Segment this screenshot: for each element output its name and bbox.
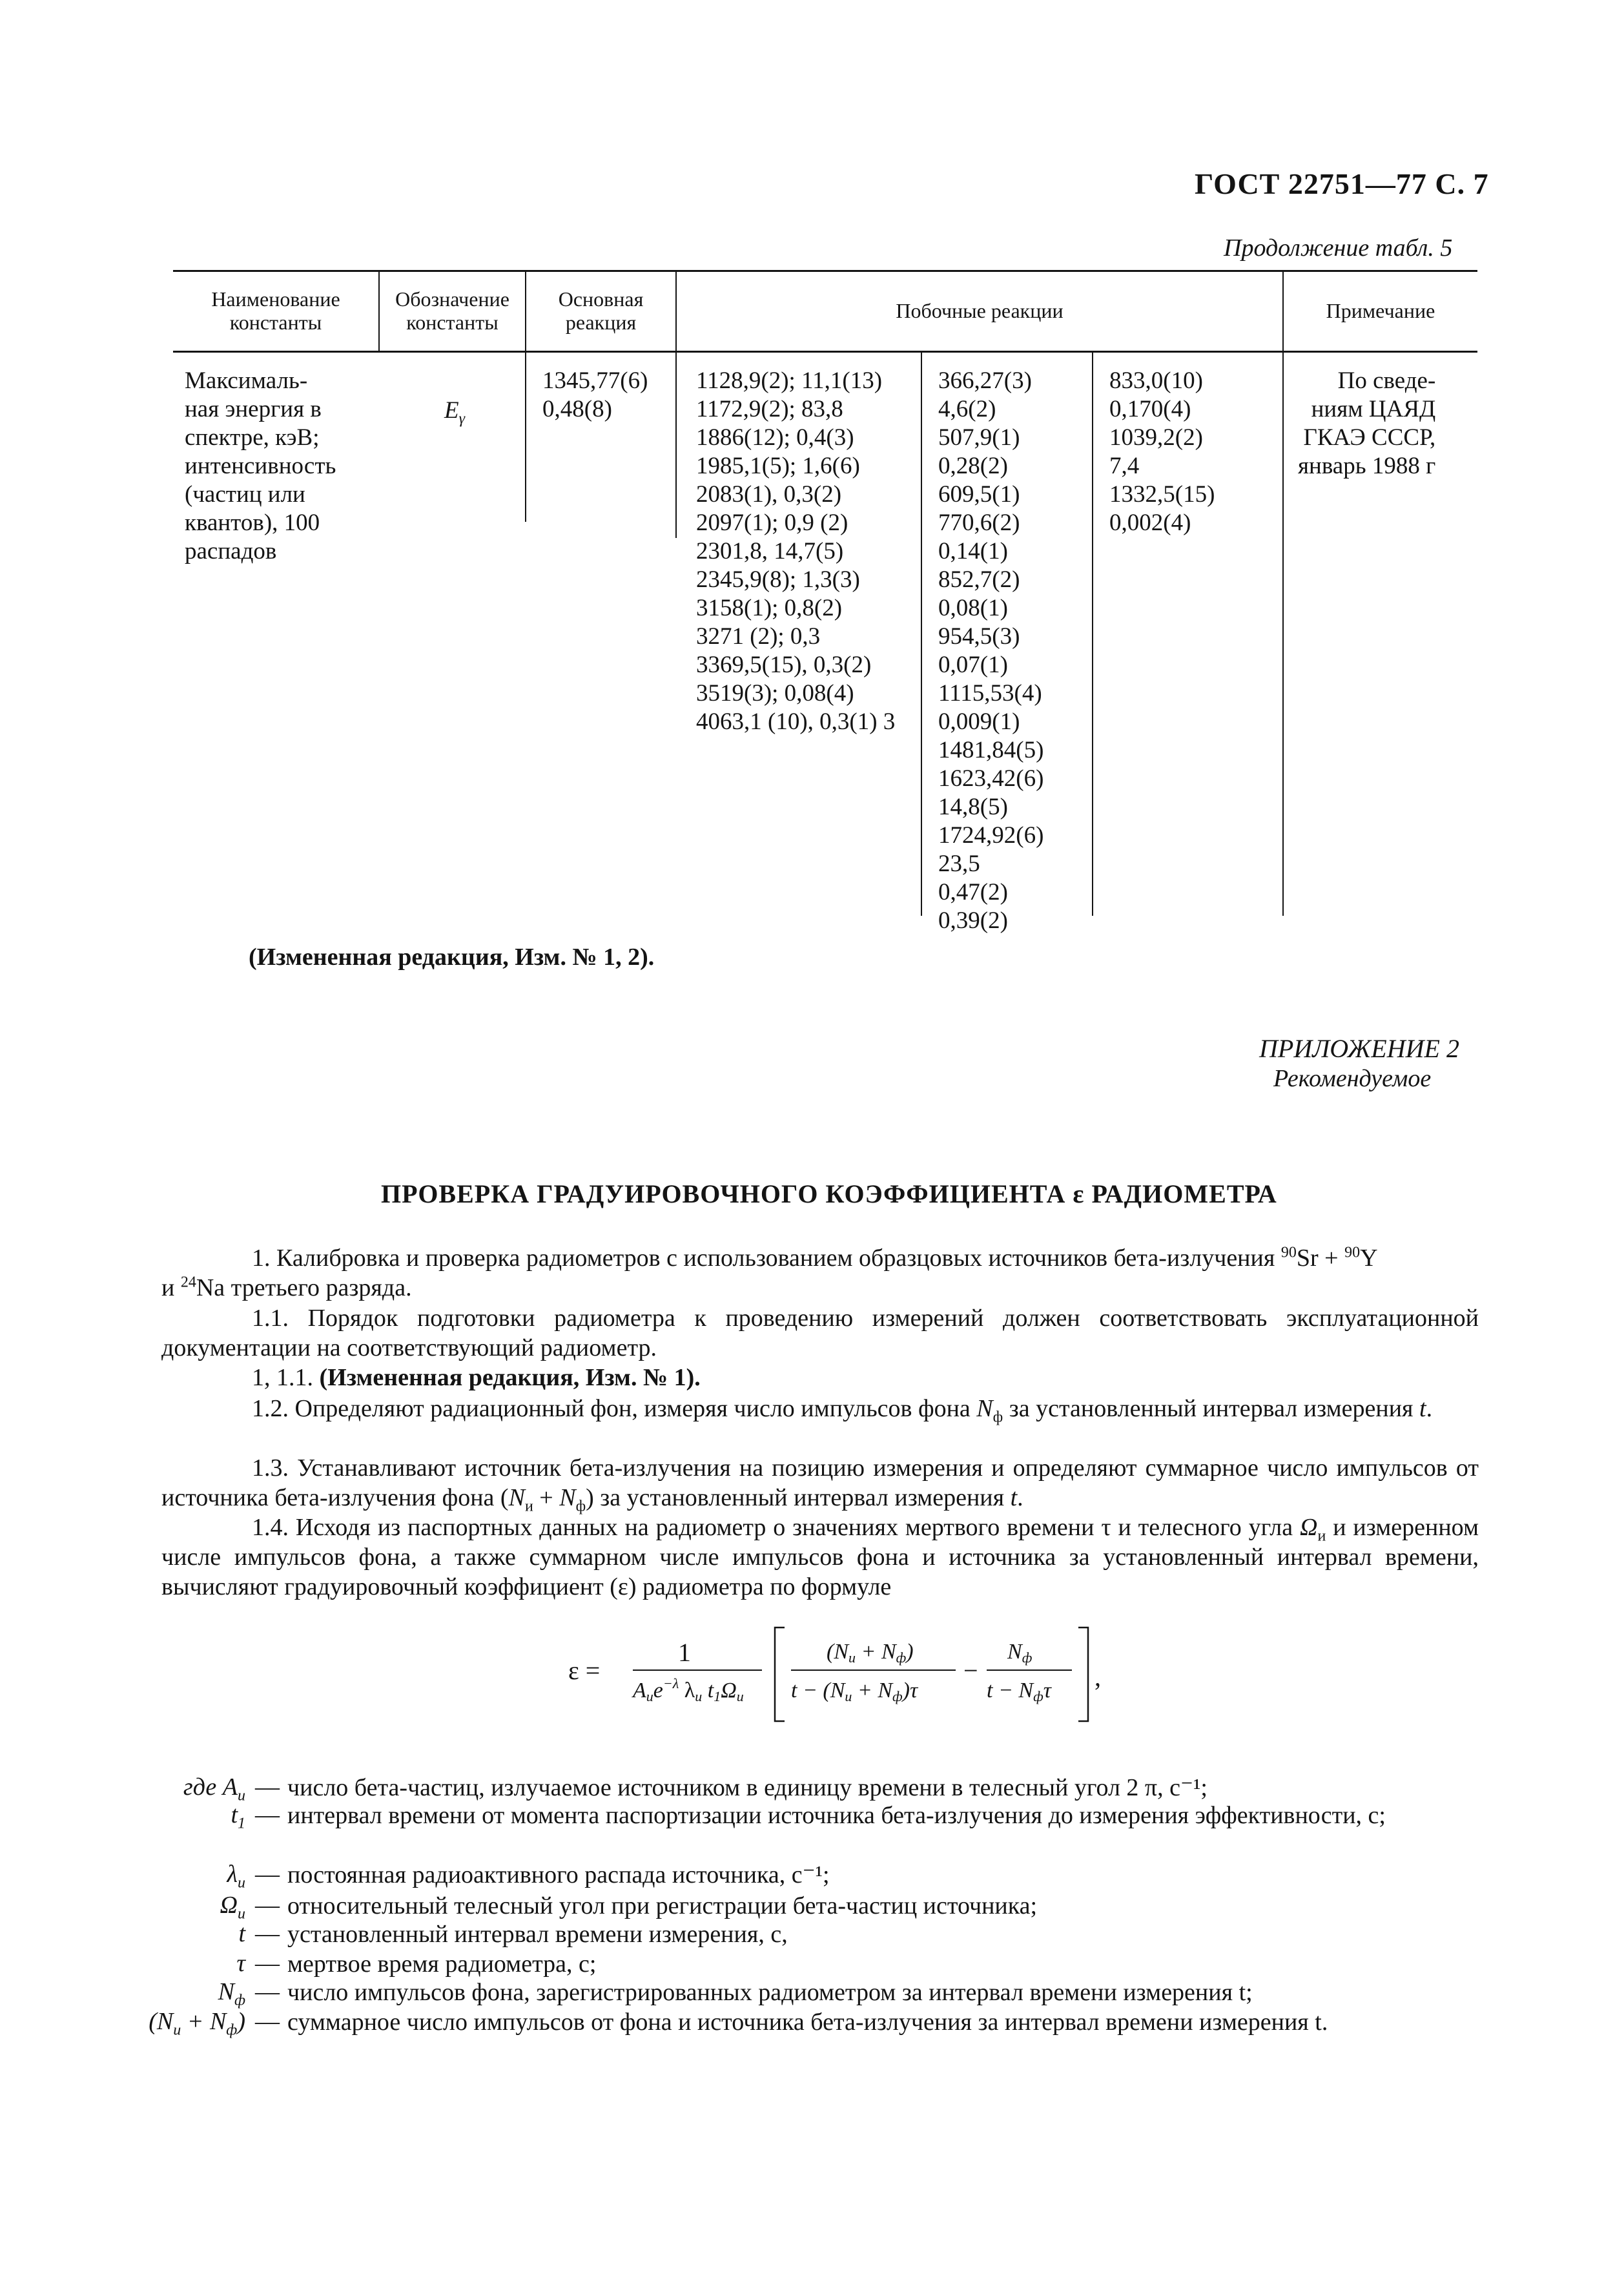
definition-symbol (110, 1773, 245, 1804)
formula-minus: − (963, 1656, 978, 1685)
header-main-line2: реакция (565, 310, 637, 334)
y-mass: 90 (1344, 1244, 1361, 1261)
p1-text: 1. Калибровка и проверка радиометров с использованием образцовых источников бета-излучения (252, 1245, 1281, 1272)
header-designation-line2: константы (406, 310, 499, 334)
definition-symbol-main: N (218, 1978, 234, 2005)
definition-text: мертвое время радиометра, с; (287, 1950, 597, 1978)
p12-text-a: 1.2. Определяют радиационный фон, измеряя число импульсов фона (252, 1395, 977, 1422)
paragraph-1-4 (161, 1513, 1479, 1602)
definition-dash: — (255, 2008, 280, 2035)
nf-symbol: N (976, 1395, 993, 1422)
formula-left-bracket (775, 1628, 785, 1721)
column-divider (525, 351, 526, 522)
formula-epsilon: ε = (568, 1656, 601, 1685)
section-heading: ПРОВЕРКА ГРАДУИРОВОЧНОГО КОЭФФИЦИЕНТА ε РАДИОМЕТРА (381, 1179, 1277, 1208)
plus: + (533, 1484, 560, 1511)
definition-symbol (123, 1801, 245, 1832)
column-divider (1092, 351, 1093, 916)
header-designation-line1: Обозначение (395, 287, 509, 311)
definition-symbol-main: t (238, 1920, 245, 1947)
formula-num2: Nф (1007, 1640, 1033, 1666)
p12-end: . (1426, 1395, 1433, 1422)
header-side-reactions: Побочные реакции (896, 298, 1064, 322)
formula-right-bracket (1078, 1628, 1088, 1721)
p13-text-b: ) за установленный интервал измерения (586, 1484, 1011, 1511)
definition-symbol-main: Ω (220, 1892, 238, 1919)
p-edit-text: (Измененная редакция, Изм. № 1). (319, 1364, 701, 1391)
omega-sub: и (1317, 1527, 1326, 1545)
definition-text: интервал времени от момента паспортизации источника бета-излучения до измерения эффективности, с; (287, 1802, 1386, 1829)
definition-symbol-main: где A (183, 1773, 238, 1801)
definition-text: относительный телесный угол при регистрации бета-частиц источника; (287, 1892, 1038, 1919)
definition-dash: — (255, 1978, 280, 2005)
na-mass: 24 (180, 1274, 196, 1291)
definition-symbol-sub: ф (234, 1992, 245, 2009)
definition-text: установленный интервал времени измерения, с, (287, 1921, 788, 1948)
t-symbol: t (1010, 1484, 1018, 1511)
header-main-reaction (526, 270, 675, 351)
nf-symbol: N (559, 1484, 576, 1511)
formula-den2: t − Nфτ (987, 1679, 1051, 1704)
ni-sub: и (524, 1498, 533, 1515)
definition-symbol-sub: и (238, 1787, 245, 1804)
t-symbol: t (1419, 1395, 1426, 1422)
definition-text: постоянная радиоактивного распада источника, c⁻¹; (287, 1861, 830, 1888)
definition-text: число импульсов фона, зарегистрированных радиометром за интервал времени измерения t; (287, 1979, 1253, 2006)
appendix-subtitle: Рекомендуемое (1273, 1065, 1432, 1092)
p-edit-num: 1, 1.1. (252, 1364, 320, 1391)
definition-dash: — (255, 1950, 280, 1977)
designation-symbol: E (444, 397, 459, 424)
definition-symbol (116, 2007, 245, 2039)
definition-symbol (123, 1949, 245, 1978)
p1-end: Na третьего разряда. (196, 1274, 412, 1301)
edition-note: (Измененная редакция, Изм. № 1, 2). (249, 944, 655, 971)
table-header-rule (173, 351, 1477, 353)
header-name-line1: Наименование (211, 287, 340, 311)
column-divider (675, 351, 677, 538)
p13-end: . (1017, 1484, 1023, 1511)
cell-side-reactions-2: 366,27(3) 4,6(2) 507,9(1) 0,28(2) 609,5(1) 770,6(2) 0,14(1) 852,7(2) 0,08(1) 954,5(3) 0,07(1) 1115,53(4) 0,009(1) 1481,84(5) 1623,42(6) 14,8(5) 1724,92(6) 23,5 0,47(2) 0,39(2) (938, 367, 1044, 934)
omega-symbol: Ω (1300, 1514, 1318, 1541)
definition-symbol-sub: и (173, 2021, 181, 2039)
definition-dash: — (255, 1861, 280, 1888)
designation-subscript: γ (458, 410, 466, 428)
definition-symbol-main: t (231, 1801, 238, 1828)
definition-plus-nf: + $N_ф$) (181, 2008, 245, 2039)
cell-designation (444, 397, 466, 428)
definition-text: число бета-частиц, излучаемое источником в единицу времени в телесный угол 2 π, c⁻¹; (287, 1774, 1208, 1801)
paragraph-edit (161, 1363, 1479, 1392)
definition-dash: — (255, 1920, 280, 1947)
paragraph-1-1 (161, 1303, 1479, 1363)
p14-text-b: и измеренном числе импульсов фона, а также суммарном числе импульсов фона и источника за установленный интервал времени, вычисляют градуировочный коэффициент (ε) радиометра по формуле (161, 1514, 1479, 1600)
definition-dash: — (255, 1801, 280, 1828)
definition-symbol (123, 1919, 245, 1948)
p12-text-b: за установленный интервал измерения (1003, 1395, 1420, 1422)
definition-symbol-sub: и (238, 1874, 245, 1892)
nf-sub: ф (575, 1498, 586, 1515)
header-name-line2: константы (229, 310, 322, 334)
ni-symbol: N (508, 1484, 525, 1511)
header-note: Примечание (1326, 298, 1435, 322)
formula-num1: (Nи + Nф) (827, 1640, 914, 1666)
definition-symbol-main: λ (227, 1861, 238, 1888)
y-text: Y (1360, 1245, 1378, 1272)
cell-side-reactions-1: 1128,9(2); 11,1(13) 1172,9(2); 83,8 1886(12); 0,4(3) 1985,1(5); 1,6(6) 2083(1), 0,3(2) 2097(1); 0,9 (2) 2301,8, 14,7(5) 2345,9(8); 1,3(3) 3158(1); 0,8(2) 3271 (2); 0,3 3369,5(15), 0,3(2) 3519(3); 0,08(4) 4063,1 (10), 0,3(1) 3 (696, 367, 896, 735)
sr-text: Sr + (1296, 1245, 1345, 1272)
nf-sub: ф (992, 1409, 1003, 1426)
p13-text-a: 1.3. Устанавливают источник бета-излучения на позицию измерения и определяют суммарное число импульсов от источника бета-излучения фона ( (161, 1454, 1479, 1511)
column-divider (921, 351, 922, 916)
sr-mass: 90 (1280, 1244, 1297, 1261)
header-main-line1: Основная (558, 287, 644, 311)
appendix-title: ПРИЛОЖЕНИЕ 2 (1259, 1034, 1459, 1063)
definition-text: суммарное число импульсов от фона и источника бета-излучения за интервал времени измерения t. (287, 2009, 1328, 2036)
definition-symbol (123, 1891, 245, 1923)
cell-main-reaction: 1345,77(6) 0,48(8) (542, 367, 648, 422)
formula-one: 1 (678, 1638, 691, 1667)
definition-symbol-main: τ (236, 1950, 245, 1977)
definition-dash: — (255, 1773, 280, 1801)
definition-symbol-sub: 1 (238, 1815, 245, 1832)
formula-comma: , (1095, 1662, 1101, 1691)
definition-symbol (123, 1978, 245, 2009)
header-name (173, 270, 378, 351)
epsilon-formula (568, 1615, 1124, 1731)
paragraph-1-2 (161, 1394, 1479, 1426)
cell-side-reactions-3: 833,0(10) 0,170(4) 1039,2(2) 7,4 1332,5(15) 0,002(4) (1109, 367, 1215, 536)
p11-text: 1.1. Порядок подготовки радиометра к проведению измерений должен соответствовать эксплуатационной документации на соответствующий радиометр. (161, 1305, 1479, 1361)
document-header: ГОСТ 22751—77 С. 7 (1195, 167, 1489, 200)
formula-denominator: Aиe$^{-\lambda}$ λи t1Ωи (633, 1675, 744, 1704)
paragraph-1-3 (161, 1453, 1479, 1513)
p1-and: и (161, 1274, 181, 1301)
definition-symbol (123, 1860, 245, 1892)
header-designation (380, 270, 525, 351)
formula-den1: t − (Nи + Nф)τ (791, 1679, 918, 1704)
constants-table (173, 270, 1477, 934)
definition-symbol-main: (N (149, 2008, 174, 2035)
definition-symbol-sub: и (238, 1905, 245, 1923)
paragraph-1 (161, 1243, 1479, 1303)
column-divider (1282, 351, 1284, 916)
cell-constant-name: Максималь- ная энергия в спектре, кэВ; интенсивность (частиц или квантов), 100 распадов (185, 367, 336, 564)
p14-text-a: 1.4. Исходя из паспортных данных на радиометр о значениях мертвого времени τ и телесного угла (252, 1514, 1300, 1541)
table-continuation: Продолжение табл. 5 (1224, 234, 1453, 262)
definition-dash: — (255, 1892, 280, 1919)
cell-note: По сведе- ниям ЦАЯД ГКАЭ СССР, январь 1988 г (1298, 367, 1436, 479)
